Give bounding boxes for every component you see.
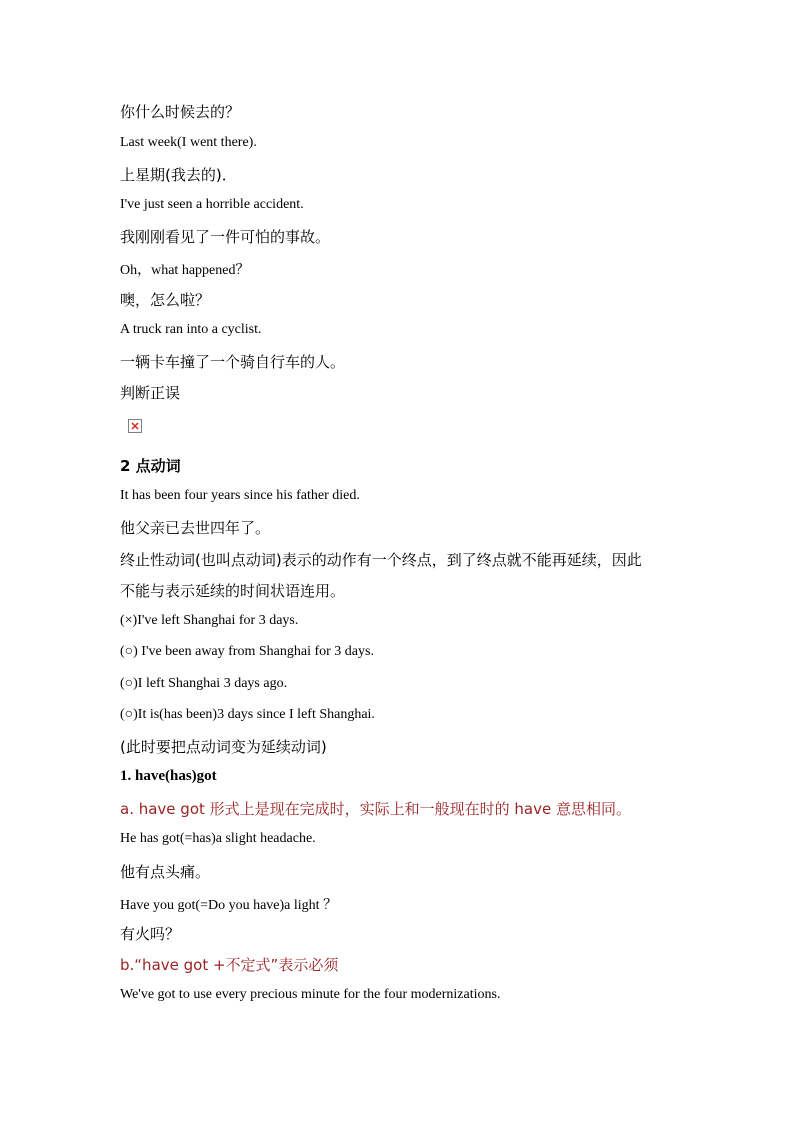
text-line: 你什么时候去的？ (120, 103, 241, 121)
text-line: A truck ran into a cyclist. (120, 322, 262, 337)
text-line: It has been four years since his father died. (120, 488, 360, 503)
section-heading: 2 点动词 (120, 457, 181, 475)
text-line: I've just seen a horrible accident. (120, 197, 304, 212)
text-line: 他父亲已去世四年了。 (120, 519, 271, 537)
text-line: 一辆卡车撞了一个骑自行车的人。 (120, 353, 346, 371)
text-line: 判断正误 (120, 384, 181, 402)
highlighted-text-line: a. have got 形式上是现在完成时，实际上和一般现在时的 have 意思相同。 (120, 800, 631, 818)
section-heading: 1. have(has)got (120, 768, 217, 784)
text-line: Last week(I went there). (120, 135, 257, 150)
text-line: (此时要把点动词变为延续动词) (120, 738, 327, 756)
text-line: (○)I left Shanghai 3 days ago. (120, 676, 288, 691)
text-line: 有火吗？ (120, 925, 181, 943)
highlighted-text-line: b.“have got +不定式”表示必须 (120, 956, 339, 974)
broken-image-icon (128, 419, 142, 433)
text-line: 我刚刚看见了一件可怕的事故。 (120, 228, 331, 246)
text-line: (○)It is(has been)3 days since I left Shanghai. (120, 707, 375, 722)
text-line: He has got(=has)a slight headache. (120, 831, 316, 846)
text-line: Oh，what happened？ (120, 263, 250, 278)
text-line: Have you got(=Do you have)a light ？ (120, 898, 338, 913)
text-line: 不能与表示延续的时间状语连用。 (120, 582, 346, 600)
text-line: (×)I've left Shanghai for 3 days. (120, 613, 299, 628)
text-line: 上星期(我去的)． (120, 166, 237, 184)
text-line: 噢，怎么啦？ (120, 291, 211, 309)
text-line: We've got to use every precious minute for the four modernizations. (120, 987, 501, 1002)
text-line: 终止性动词(也叫点动词)表示的动作有一个终点，到了终点就不能再延续，因此 (120, 551, 642, 569)
text-line: 他有点头痛。 (120, 863, 211, 881)
text-line: (○) I've been away from Shanghai for 3 days. (120, 644, 374, 659)
